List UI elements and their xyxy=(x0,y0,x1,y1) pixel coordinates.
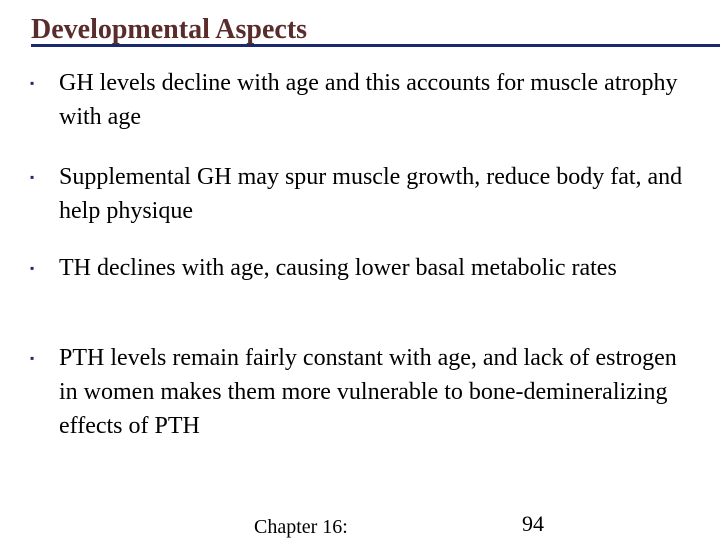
bullet-item xyxy=(30,251,690,285)
title-underline xyxy=(31,44,720,47)
square-bullet-icon: ▪ xyxy=(30,351,35,365)
square-bullet-icon: ▪ xyxy=(30,170,35,184)
bullet-item xyxy=(30,66,690,134)
bullet-text: TH declines with age, causing lower basal metabolic rates xyxy=(59,255,617,281)
bullet-text: GH levels decline with age and this accounts for muscle atrophy with age xyxy=(59,70,678,130)
square-bullet-icon: ▪ xyxy=(30,76,35,90)
slide-title: Developmental Aspects xyxy=(31,14,308,45)
bullet-text: Supplemental GH may spur muscle growth, reduce body fat, and help physique xyxy=(59,164,683,224)
page-number: 94 xyxy=(522,511,544,536)
bullet-item xyxy=(30,341,690,443)
footer-chapter: Chapter 16: xyxy=(254,516,348,538)
square-bullet-icon: ▪ xyxy=(30,261,35,275)
bullet-text: PTH levels remain fairly constant with age, and lack of estrogen in women makes them more vulnerable to bone-demineralizing effects of PTH xyxy=(59,345,677,439)
bullet-item xyxy=(30,160,690,228)
